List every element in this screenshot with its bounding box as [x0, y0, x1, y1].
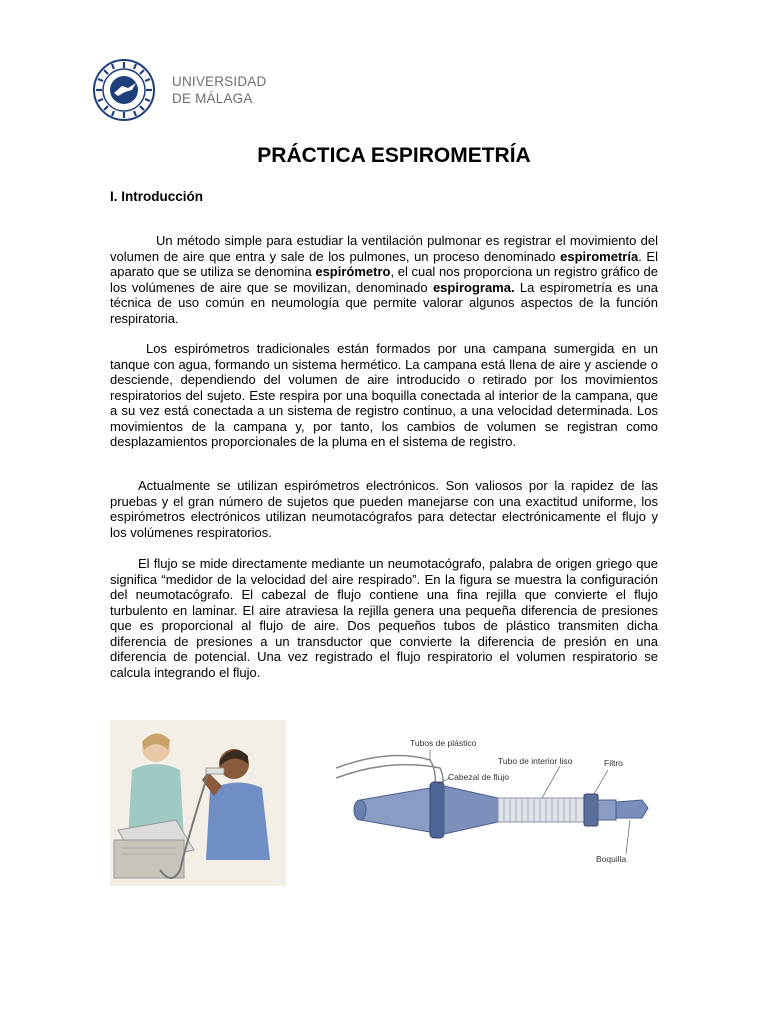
label-mouthpiece: Boquilla [596, 854, 627, 864]
p1-text-a: Un método simple para estudiar la ventilación pulmonar es registrar el movimiento del volumen de aire que entra y sale de los pulmones, un proceso denominado [110, 233, 658, 264]
page-title: PRÁCTICA ESPIROMETRÍA [257, 144, 531, 167]
p1-term-espirometro: espirómetro [315, 264, 391, 279]
paragraph-3-text: Actualmente se utilizan espirómetros electrónicos. Son valiosos por la rapidez de las pruebas y el gran número de sujetos que pueden manejarse con una exactitud uniforme, los espirómetros electrónicos utilizan neumotacógrafos para detectar electrónicamente el flujo y los volúmenes respiratorios. [110, 478, 658, 540]
label-filter: Filtro [604, 758, 623, 768]
paragraph-3 [110, 478, 658, 540]
university-name-line2: DE MÁLAGA [172, 91, 253, 106]
p1-text-g: La espirometría es una técnica de uso común en neumología que permite valorar algunos aspectos de la función respiratoria. [110, 279, 658, 326]
label-flow-head: Cabezal de flujo [448, 772, 509, 782]
paragraph-1 [110, 233, 658, 326]
p1-term-espirograma: espirograma. [432, 279, 515, 295]
paragraph-2 [110, 341, 658, 450]
paragraph-2-text: Los espirómetros tradicionales están formados por una campana sumergida en un tanque con agua, formando un sistema hermético. La campana está llena de aire y asciende o desciende, dependiendo del volumen de aire introducido o retirado por los movimientos respiratorios del sujeto. Este respira por una boquilla conectada al interior de la campana, que a su vez está conectada a un sistema de registro continuo, a una velocidad determinada. Los movimientos de la campana y, por tanto, los cambios de volumen se registran como desplazamientos proporcionales de la pluma en el sistema de registro. [110, 341, 658, 449]
section-heading: I. Introducción [110, 189, 203, 204]
paragraph-4-text: El flujo se mide directamente mediante un neumotacógrafo, palabra de origen griego que significa “medidor de la velocidad del aire respirado”. En la figura se muestra la configuración del neumotacógrafo. El cabezal de flujo contiene una fina rejilla que convierte el flujo turbulento en laminar. El aire atraviesa la rejilla genera una pequeña diferencia de presiones que es proporcional al flujo de aire. Dos pequeños tubos de plástico transmiten dicha diferencia de presiones a un transductor que convierte la diferencia de presión en una diferencia de potencial. Una vez registrado el flujo respiratorio el volumen respiratorio se calcula integrando el flujo. [110, 556, 658, 680]
paragraph-4 [110, 556, 658, 680]
p1-text-c: . El aparato que se utiliza se denomina [110, 248, 658, 279]
university-name [172, 73, 266, 107]
university-seal-icon [92, 59, 156, 121]
label-smooth-inner-tube: Tubo de interior liso [498, 756, 573, 766]
spirometry-test-illustration [110, 720, 286, 886]
university-logo [92, 59, 272, 121]
label-plastic-tubes: Tubos de plástico [410, 738, 477, 748]
p1-term-espirometria: espirometría [560, 248, 639, 264]
pneumotachograph-diagram [330, 728, 660, 878]
p1-text-e: , el cual nos proporciona un registro gráfico de los volúmenes de aire que se movilizan, denominado [110, 264, 658, 295]
university-name-line1: UNIVERSIDAD [172, 74, 267, 89]
